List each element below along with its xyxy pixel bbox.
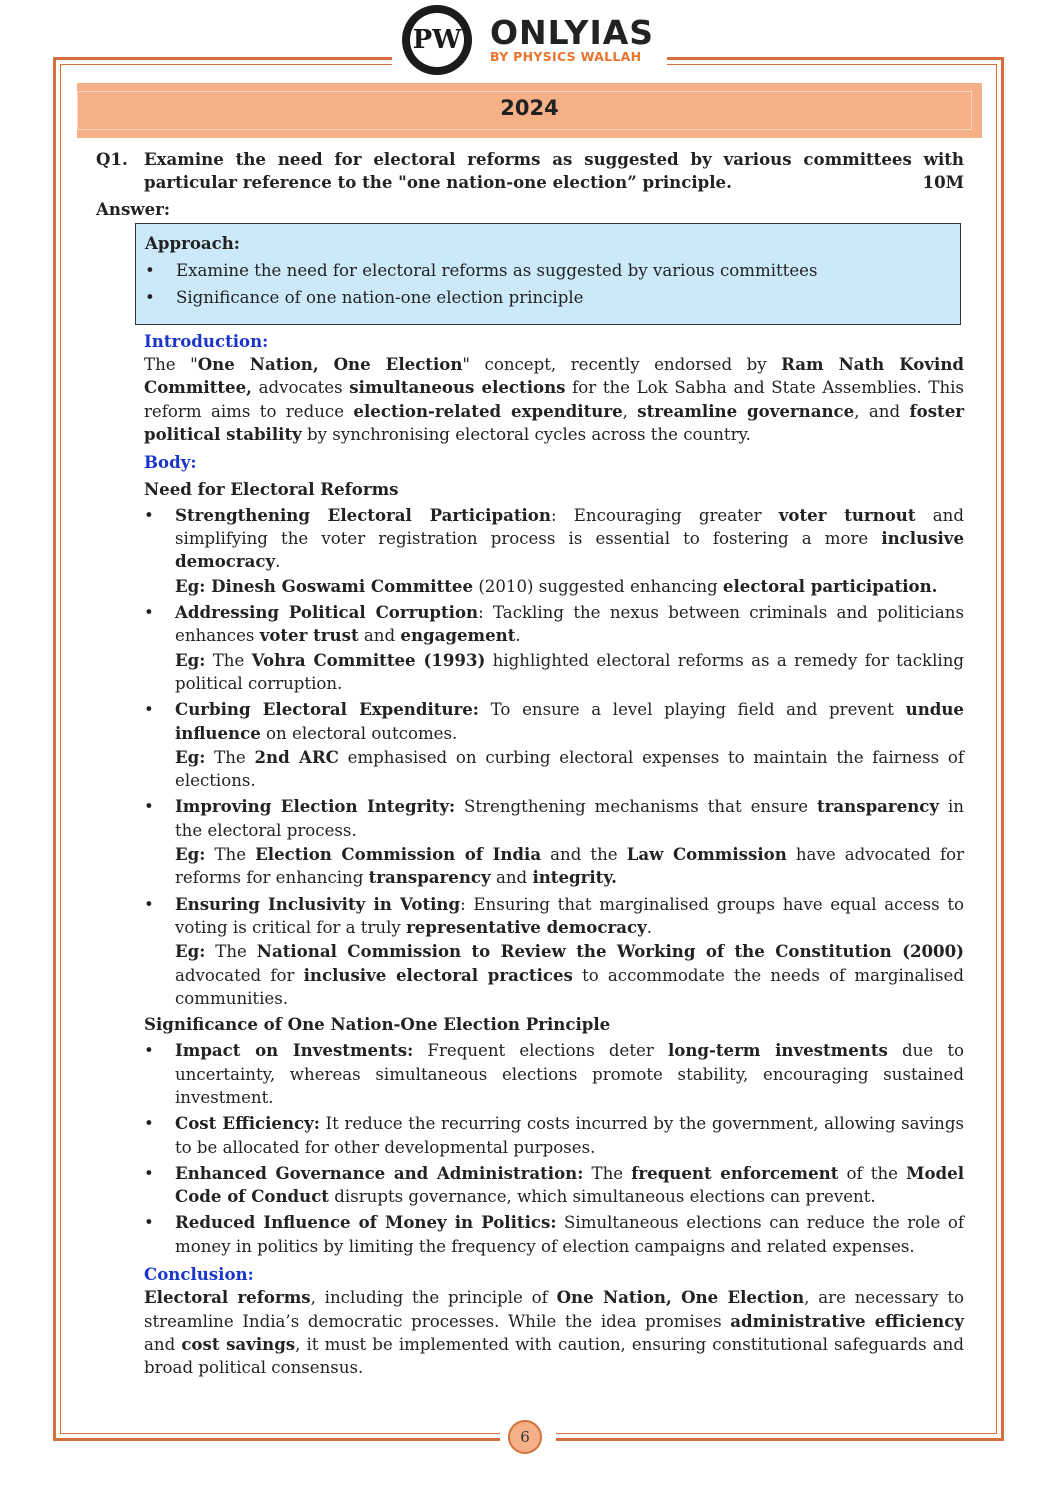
answer-label: Answer: (96, 198, 170, 219)
question-line-1: Examine the need for electoral reforms as suggested by various committees with (144, 149, 964, 169)
question-marks: 10M (922, 172, 964, 193)
example: Eg: The National Commission to Review the Working of the Constitution (2000) advocated for inclusive electoral practices to accommodate the needs of marginalised communities. (175, 941, 964, 1008)
conclusion-paragraph: Electoral reforms, including the principle of One Nation, One Election, are necessary to streamline India’s democratic processes. While the idea promises administrative efficiency and cost savings, it must be implemented with caution, ensuring constitutional safeguards and broad political consensus. (144, 1287, 964, 1378)
year-banner (77, 83, 982, 138)
need-item: • Addressing Political Corruption: Tackling the nexus between criminals and politicians enhances voter trust and engagement. Eg: The Vohra Committee (1993) highlighted electoral reforms as a remedy for tackling political corruption. (144, 601, 964, 695)
need-list (144, 504, 964, 1010)
conclusion-heading: Conclusion: (144, 1264, 254, 1285)
document-body (96, 148, 964, 1380)
header-logo (392, 2, 667, 78)
significance-heading: Significance of One Nation-One Election Principle (144, 1014, 611, 1035)
example: Eg: Dinesh Goswami Committee (2010) suggested enhancing electoral participation. (175, 575, 938, 596)
question-line-2: particular reference to the "one nation-one election” principle. (144, 172, 732, 193)
year-title: 2024 (500, 96, 559, 120)
need-item: • Strengthening Electoral Participation: Encouraging greater voter turnout and simplifying the voter registration process is essential to fostering a more inclusive democracy. Eg: Dinesh Goswami Committee (2010) suggested enhancing electoral participation. (144, 504, 964, 598)
brand-name: ONLYIAS (490, 13, 655, 52)
significance-item: • Enhanced Governance and Administration: The frequent enforcement of the Model Code of Conduct disrupts governance, which simultaneous elections can prevent. (144, 1162, 964, 1209)
brand-subtitle: BY PHYSICS WALLAH (490, 49, 642, 64)
introduction-paragraph: The "One Nation, One Election" concept, recently endorsed by Ram Nath Kovind Committee, advocates simultaneous elections for the Lok Sabha and State Assemblies. This reform aims to reduce election-related expenditure, streamline governance, and foster political stability by synchronising electoral cycles across the country. (144, 354, 964, 444)
need-item: • Curbing Electoral Expenditure: To ensure a level playing field and prevent undue influence on electoral outcomes. Eg: The 2nd ARC emphasised on curbing electoral expenses to maintain the fairness of elections. (144, 698, 964, 792)
need-heading: Need for Electoral Reforms (144, 478, 399, 499)
question (96, 148, 964, 171)
need-item: • Ensuring Inclusivity in Voting: Ensuring that marginalised groups have equal access to voting is critical for a truly representative democracy. Eg: The National Commission to Review the Working of the Constitution (2000) advocated for inclusive electoral practices to accommodate the needs of marginalised communities. (144, 893, 964, 1010)
approach-title: Approach: (145, 232, 240, 253)
pw-logo-icon: PW (402, 5, 472, 75)
body-heading: Body: (144, 452, 197, 473)
approach-item: • Examine the need for electoral reforms as suggested by various committees (145, 259, 952, 282)
significance-item: • Cost Efficiency: It reduce the recurring costs incurred by the government, allowing savings to be allocated for other developmental purposes. (144, 1112, 964, 1159)
brand (490, 13, 655, 64)
example: Eg: The Vohra Committee (1993) highlighted electoral reforms as a remedy for tackling political corruption. (175, 649, 965, 693)
approach-box (135, 223, 961, 325)
significance-item: • Reduced Influence of Money in Politics: Simultaneous elections can reduce the role of money in politics by limiting the frequency of election campaigns and related expenses. (144, 1211, 964, 1258)
significance-list (144, 1039, 964, 1258)
page-number-badge (500, 1418, 556, 1456)
approach-item: • Significance of one nation-one election principle (145, 286, 952, 309)
significance-item: • Impact on Investments: Frequent elections deter long-term investments due to uncertainty, whereas simultaneous elections promote stability, encouraging sustained investment. (144, 1039, 964, 1109)
introduction-heading: Introduction: (144, 330, 269, 351)
question-number: Q1. (96, 149, 128, 169)
example: Eg: The 2nd ARC emphasised on curbing electoral expenses to maintain the fairness of elections. (175, 746, 965, 791)
example: Eg: The Election Commission of India and the Law Commission have advocated for reforms for enhancing transparency and integrity. (175, 844, 965, 888)
need-item: • Improving Election Integrity: Strengthening mechanisms that ensure transparency in the electoral process. Eg: The Election Commission of India and the Law Commission have advocated for reforms for enhancing transparency and integrity. (144, 795, 964, 889)
page-number: 6 (508, 1420, 542, 1454)
